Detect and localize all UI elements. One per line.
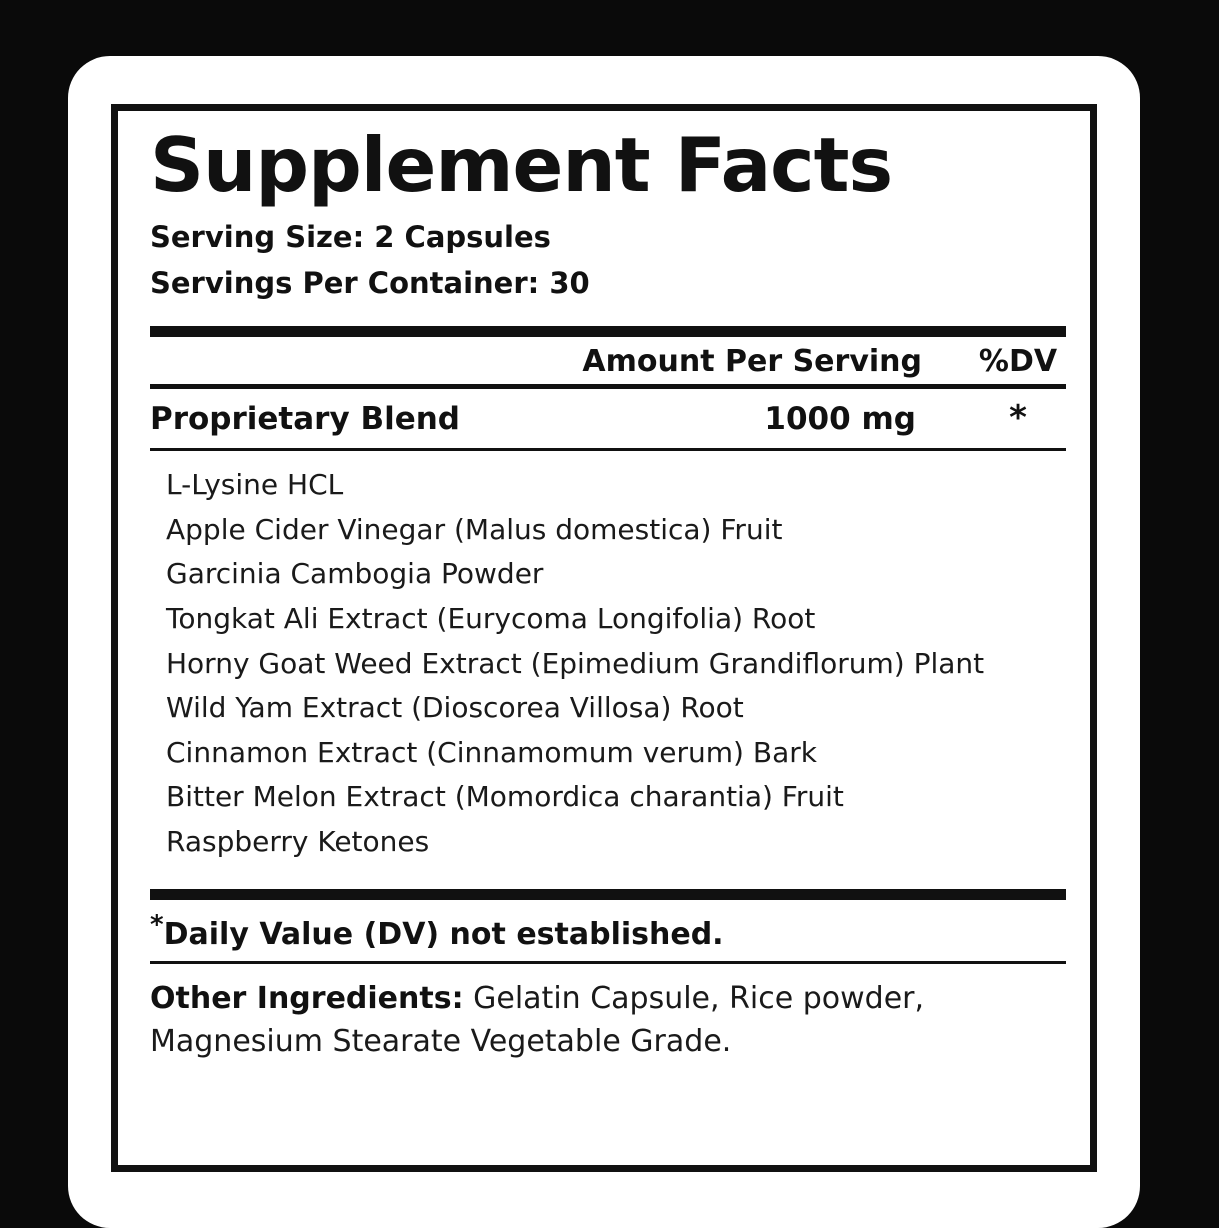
list-item: Wild Yam Extract (Dioscorea Villosa) Root <box>166 691 744 725</box>
list-item: Horny Goat Weed Extract (Epimedium Grandiflorum) Plant <box>166 646 985 680</box>
list-item: Apple Cider Vinegar (Malus domestica) Fruit <box>166 512 783 546</box>
list-item: Tongkat Ali Extract (Eurycoma Longifolia) Root <box>166 601 816 635</box>
divider-thick-top <box>150 326 1066 337</box>
blend-dv: * <box>1009 398 1027 439</box>
divider-thick-bottom <box>150 889 1066 900</box>
other-ingredients <box>150 964 1066 1063</box>
blend-name: Proprietary Blend <box>150 401 460 438</box>
header-amount-per-serving: Amount Per Serving <box>582 344 922 380</box>
supplement-facts-panel <box>111 104 1097 1172</box>
other-ingredients-value: Gelatin Capsule, Rice powder, Magnesium Stearate Vegetable Grade. <box>150 981 925 1059</box>
facts-content <box>150 121 1066 1063</box>
daily-value-note-text: Daily Value (DV) not established. <box>163 917 724 953</box>
asterisk-marker: * <box>150 910 164 941</box>
list-item: Garcinia Cambogia Powder <box>166 557 544 591</box>
list-item: Bitter Melon Extract (Momordica charantia) Fruit <box>166 780 844 814</box>
blend-amount: 1000 mg <box>764 401 916 438</box>
supplement-label-card <box>68 56 1140 1228</box>
header-percent-dv: %DV <box>978 344 1058 380</box>
column-headers <box>150 337 1066 384</box>
list-item: Raspberry Ketones <box>166 824 430 858</box>
daily-value-note <box>150 900 1066 961</box>
list-item: L-Lysine HCL <box>166 468 344 502</box>
table-row-proprietary-blend <box>150 389 1066 448</box>
list-item: Cinnamon Extract (Cinnamomum verum) Bark <box>166 735 817 769</box>
ingredient-list <box>150 451 1066 870</box>
serving-size: Serving Size: 2 Capsules <box>150 219 551 254</box>
servings-per-container: Servings Per Container: 30 <box>150 266 590 301</box>
other-ingredients-label: Other Ingredients: <box>150 981 464 1017</box>
page-title: Supplement Facts <box>150 121 893 209</box>
